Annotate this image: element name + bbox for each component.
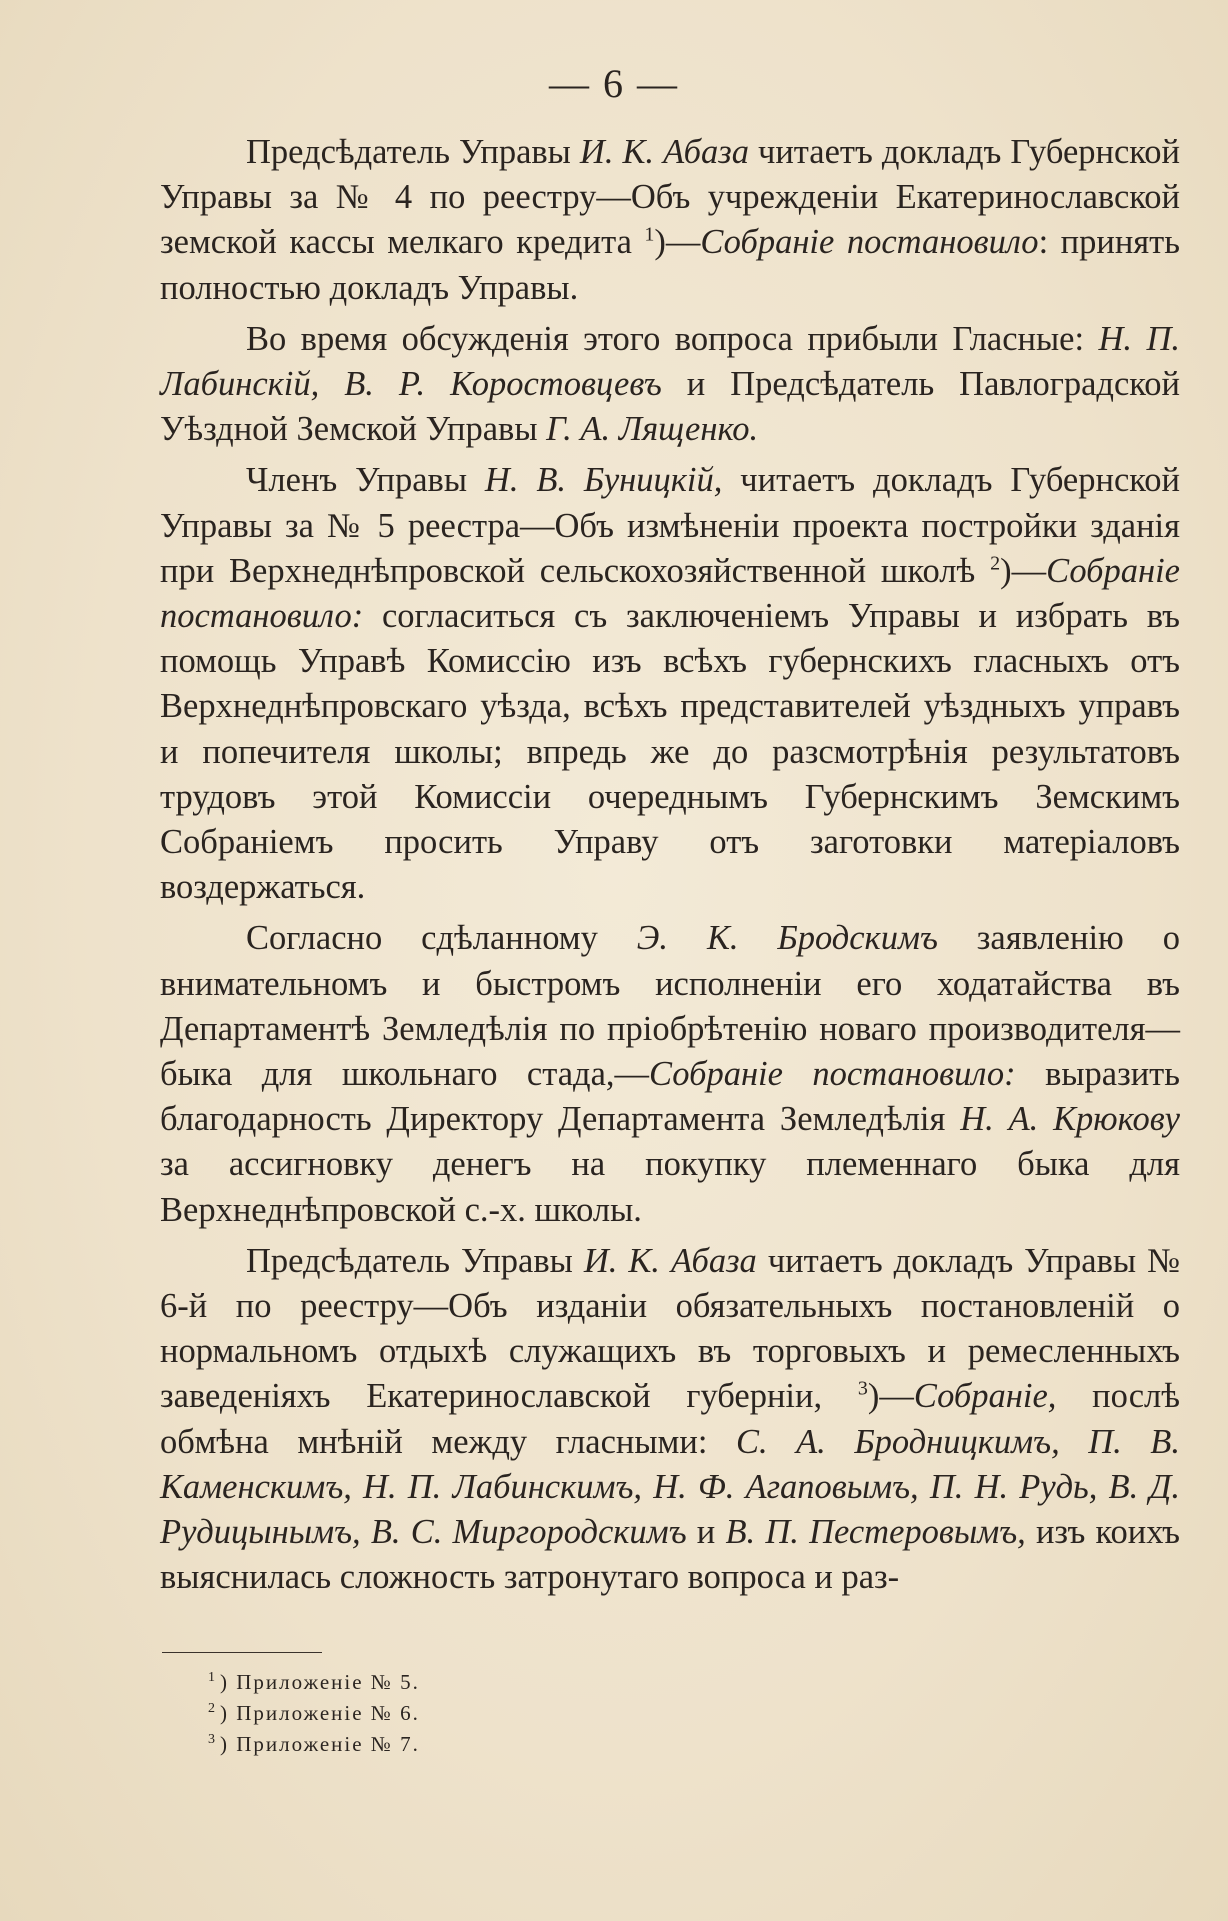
text-run: послѣ обмѣна мнѣній между гласными: bbox=[160, 1377, 1181, 1461]
footnote-ref: 2 bbox=[990, 552, 1001, 575]
italic-run: Н. П. Лабинскій, В. Р. Коростовцевъ bbox=[160, 319, 1180, 404]
paragraph bbox=[160, 916, 1180, 1232]
text-run: читаетъ докладъ Управы № 6-й по реестру—Объ изданіи обязательныхъ постановленій о нормальномъ отдыхѣ служащихъ въ торговыхъ и ремесленныхъ заведеніяхъ Екатеринославской губерніи, bbox=[160, 1241, 1180, 1416]
text-run: и Предсѣдатель Павлоградской Уѣздной Земской Управы bbox=[160, 365, 1181, 449]
italic-run: В. П. Пестеровымъ, bbox=[725, 1513, 1026, 1552]
footnote-text: ) Приложеніе № 6. bbox=[220, 1701, 420, 1725]
footnote-number: 3 bbox=[208, 1732, 217, 1747]
footnote-text: ) Приложеніе № 7. bbox=[220, 1732, 420, 1756]
text-run: читаетъ докладъ Губернской Управы за № 5 реестра—Объ измѣненіи проекта постройки зданія при Верхнеднѣпровской сельскохозяйственной школѣ bbox=[160, 461, 1180, 590]
text-run: Членъ Управы bbox=[246, 461, 485, 500]
text-run: : принять полностью докладъ Управы. bbox=[160, 223, 1180, 307]
text-run: заявленію о внимательномъ и быстромъ исполненіи его ходатайства въ Департаментѣ Земледѣлія по пріобрѣтенію новаго производителя—быка для школьнаго стада,— bbox=[160, 919, 1180, 1094]
body-text bbox=[160, 130, 1180, 1607]
footnote-ref: 1 bbox=[644, 223, 655, 246]
italic-run: И. К. Абаза bbox=[579, 133, 749, 171]
italic-run: Э. К. Бродскимъ bbox=[636, 919, 938, 958]
text-run: выразить благодарность Директору Департамента Земледѣлія bbox=[160, 1055, 1180, 1139]
paragraph bbox=[160, 458, 1180, 910]
italic-run: Собраніе, bbox=[913, 1377, 1057, 1416]
footnote-item bbox=[208, 1698, 420, 1729]
text-run: Предсѣдатель Управы bbox=[246, 133, 580, 171]
text-run: )— bbox=[654, 223, 701, 262]
text-run: Согласно сдѣланному bbox=[246, 919, 637, 958]
footnote-number: 2 bbox=[208, 1701, 217, 1716]
footnote-ref: 3 bbox=[857, 1377, 868, 1400]
text-run: согласиться съ заключеніемъ Управы и избрать въ помощь Управѣ Комиссію изъ всѣхъ губернскихъ гласныхъ отъ Верхнеднѣпровскаго уѣзда, всѣхъ представителей уѣздныхъ управъ и попечителя школы; впредь же до разсмотрѣнія результатовъ трудовъ этой Комиссіи очереднымъ Губернскимъ Земскимъ Собраніемъ просить Управу отъ заготовки матеріаловъ воздержаться. bbox=[160, 597, 1180, 907]
text-run: )— bbox=[867, 1377, 914, 1416]
italic-run: С. А. Бродницкимъ, П. В. Каменскимъ, Н. П. Лабинскимъ, Н. Ф. Агаповымъ, П. Н. Рудь, В. Д. Рудицынымъ, В. С. Миргородскимъ bbox=[160, 1422, 1180, 1552]
paragraph bbox=[160, 317, 1180, 453]
italic-run: Г. А. Лященко. bbox=[546, 410, 759, 449]
footnote-text: ) Приложеніе № 5. bbox=[220, 1670, 420, 1694]
italic-run: Собраніе постановило: bbox=[649, 1055, 1016, 1094]
text-run: Предсѣдатель Управы bbox=[246, 1241, 584, 1280]
footnote-item bbox=[208, 1667, 420, 1698]
footnote-item bbox=[208, 1729, 420, 1760]
text-run: Во время обсужденія этого вопроса прибыли Гласные: bbox=[246, 319, 1099, 358]
footnote-rule bbox=[162, 1652, 322, 1653]
text-run: за ассигновку денегъ на покупку племеннаго быка для Верхнеднѣпровской с.-х. школы. bbox=[160, 1145, 1180, 1229]
paragraph bbox=[160, 130, 1180, 311]
text-run: и bbox=[686, 1513, 726, 1552]
italic-run: Н. А. Крюкову bbox=[960, 1100, 1180, 1139]
footnotes bbox=[208, 1667, 420, 1760]
italic-run: Собраніе постановило: bbox=[160, 551, 1180, 636]
paragraph bbox=[160, 1239, 1180, 1601]
footnote-number: 1 bbox=[208, 1670, 217, 1685]
italic-run: И. К. Абаза bbox=[583, 1241, 757, 1280]
text-run: изъ коихъ выяснилась сложность затронутаго вопроса и раз- bbox=[160, 1513, 1180, 1597]
text-run: )— bbox=[1000, 551, 1047, 590]
italic-run: Н. В. Буницкій, bbox=[484, 461, 723, 500]
italic-run: Собраніе постановило bbox=[700, 223, 1039, 262]
text-run: читаетъ докладъ Губернской Управы за № 4 по реестру—Объ учрежденіи Екатеринославской земской кассы мелкаго кредита bbox=[160, 133, 1181, 262]
page-number: — 6 — bbox=[549, 61, 679, 106]
